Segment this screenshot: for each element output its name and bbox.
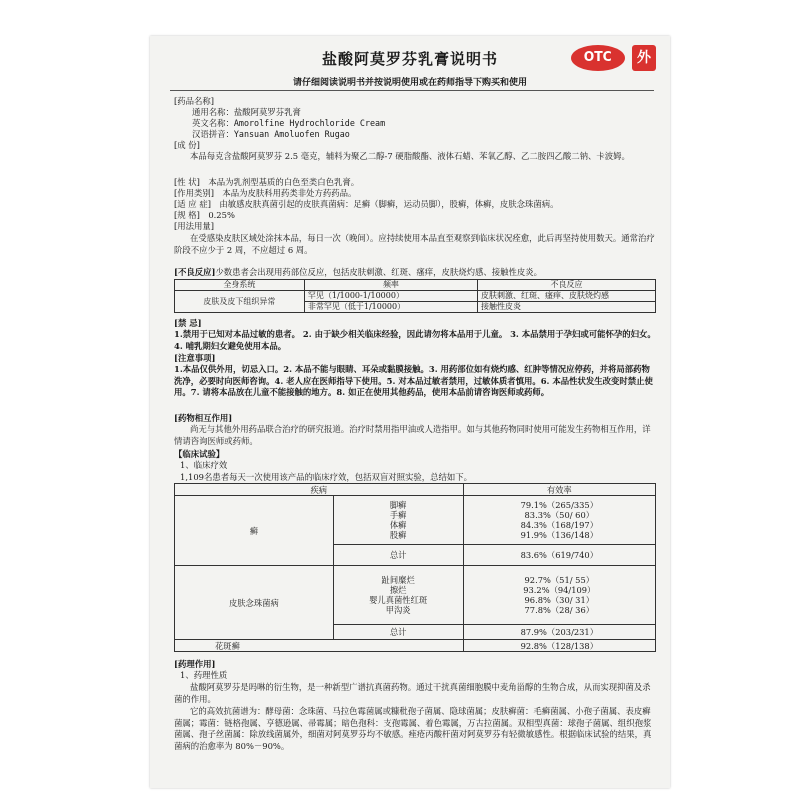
otc-label: OTC xyxy=(584,50,612,65)
disease-item: 婴儿真菌性红斑 xyxy=(369,595,428,605)
indication-line: [适 应 症] 由敏感皮肤真菌引起的皮肤真菌病：足癣（脚癣，运动员脚），股癣，体癣，皮肤念珠菌病。 xyxy=(174,199,559,209)
spec-line: [规 格] 0.25% xyxy=(174,210,235,220)
taboo-heading: [禁 忌] xyxy=(174,318,202,328)
name-heading: [药品名称] xyxy=(174,96,215,106)
clinical-table xyxy=(174,483,656,652)
table-row xyxy=(175,496,656,545)
clinical-sub: 1、临床疗效 xyxy=(180,460,228,470)
pharmacology-heading: [药理作用] xyxy=(174,659,216,669)
disease-group: 癣 xyxy=(175,496,334,566)
generic-name: 通用名称：盐酸阿莫罗芬乳膏 xyxy=(192,107,301,117)
rate-value: 92.7%（51/ 55） xyxy=(524,575,595,585)
composition-heading: [成 份] xyxy=(174,140,200,150)
rate-items xyxy=(463,566,655,625)
rate-value: 91.9%（136/148） xyxy=(520,530,598,540)
taboo-text: 1.禁用于已知对本品过敏的患者。 2. 由于缺少相关临床经验，因此请勿将本品用于儿童。 3. 本品禁用于孕妇或可能怀孕的妇女。4. 哺乳期妇女避免使用本品。 xyxy=(174,329,656,351)
adverse-heading: [不良反应] xyxy=(174,267,216,277)
table-row xyxy=(175,566,656,625)
adverse-intro: 少数患者会出现用药部位反应，包括皮肤刺激、红斑、瘙痒，皮肤烧灼感、接触性皮炎。 xyxy=(215,267,543,277)
adverse-header-frequency: 频率 xyxy=(304,280,477,291)
adverse-frequency: 罕见（1/1000-1/10000） xyxy=(304,291,477,302)
usage-heading: [用法用量] xyxy=(174,221,215,231)
precautions-heading: [注意事项] xyxy=(174,353,216,363)
category-line: [作用类别] 本品为皮肤科用药类非处方药药品。 xyxy=(174,188,357,198)
disease-items xyxy=(333,566,463,625)
clinical-header-rate: 有效率 xyxy=(463,484,655,496)
adverse-header-system: 全身系统 xyxy=(175,280,305,291)
disease-item: 甲沟炎 xyxy=(385,605,411,615)
disease-item: 脚癣 xyxy=(389,500,407,510)
clinical-header-disease: 疾病 xyxy=(175,484,464,496)
rate-value: 96.8%（30/ 31） xyxy=(524,595,595,605)
table-row xyxy=(175,640,656,652)
adverse-line xyxy=(174,267,542,278)
usage-text: 在受感染皮肤区域处涂抹本品，每日一次（晚间）。应持续使用本品直至观察到临床状况痊愈，此后再坚持使用数天。通常治疗阶段不应少于 2 周，不应超过 6 周。 xyxy=(174,233,655,255)
pharmacology-sub: 1、药理性质 xyxy=(180,670,228,680)
total-label: 总计 xyxy=(333,545,463,566)
rate-value: 84.3%（168/197） xyxy=(520,520,598,530)
interactions-text: 尚无与其他外用药品联合治疗的研究报道。治疗时禁用指甲油或人造指甲。如与其他药物同时使用可能发生药物相互作用，详情请咨询医师或药师。 xyxy=(174,424,651,446)
pinyin-name: 汉语拼音：Yansuan Amoluofen Rugao xyxy=(192,129,350,139)
adverse-system: 皮肤及皮下组织异常 xyxy=(175,291,305,313)
total-rate: 87.9%（203/231） xyxy=(463,625,655,640)
rate-value: 77.8%（28/ 36） xyxy=(524,605,595,615)
total-rate: 83.6%（619/740） xyxy=(463,545,655,566)
english-name: 英文名称：Amorolfine Hydrochloride Cream xyxy=(192,118,386,128)
page-title: 盐酸阿莫罗芬乳膏说明书 xyxy=(321,50,498,68)
pharmacology-text-2: 它的高效抗菌谱为：酵母菌：念珠菌、马拉色霉菌属或糠秕孢子菌属、隐球菌属；皮肤癣菌：毛癣菌属、小孢子菌属、表皮癣菌属；霉菌：链格孢属、亨德逊属、帚霉属；暗色孢科：支孢霉属、着色霉属，万古拉菌属。双相型真菌：球孢子菌属、组织孢浆菌属、孢子丝菌属：除放线菌属外，细菌对阿莫罗芬均不敏感。痤疮丙酸杆菌对阿莫罗芬有轻微敏感性。根据临床试验的结果，真菌病的治愈率为 80%－90%。 xyxy=(174,706,652,751)
nature-line: [性 状] 本品为乳剂型基质的白色至类白色乳膏。 xyxy=(174,177,360,187)
page-subtitle: 请仔细阅读说明书并按说明使用或在药师指导下购买和使用 xyxy=(292,78,527,88)
adverse-table xyxy=(174,279,656,313)
disease-item: 擦烂 xyxy=(389,585,407,595)
last-rate: 92.8%（128/138） xyxy=(463,640,655,652)
last-disease: 花斑癣 xyxy=(175,640,464,652)
composition-text: 本品每克含盐酸阿莫罗芬 2.5 毫克，辅料为聚乙二醇-7 硬脂酸酯、液体石蜡、苯氧乙醇、乙二胺四乙酸二钠、卡波姆。 xyxy=(190,151,630,161)
adverse-reaction: 皮肤刺激、红斑、瘙痒、皮肤烧灼感 xyxy=(478,291,656,302)
clinical-heading: 【临床试验】 xyxy=(174,449,225,459)
disease-items xyxy=(333,496,463,545)
disease-item: 股癣 xyxy=(389,530,407,540)
total-label: 总计 xyxy=(333,625,463,640)
external-use-badge: 外 xyxy=(632,45,656,71)
otc-badge xyxy=(571,45,625,71)
disease-item: 手癣 xyxy=(389,510,407,520)
leaflet-sheet xyxy=(150,36,670,788)
table-row xyxy=(175,291,656,302)
rate-value: 93.2%（94/109） xyxy=(523,585,596,595)
adverse-reaction: 接触性皮炎 xyxy=(478,302,656,313)
adverse-header-reaction: 不良反应 xyxy=(478,280,656,291)
adverse-frequency: 非常罕见（低于1/10000） xyxy=(304,302,477,313)
rate-value: 83.3%（50/ 60） xyxy=(524,510,595,520)
clinical-intro: 1,109名患者每天一次使用该产品的临床疗效，包括双盲对照实验，总结如下。 xyxy=(180,472,472,482)
disease-item: 体癣 xyxy=(389,520,407,530)
pharmacology-text: 盐酸阿莫罗芬是吗啉的衍生物，是一种新型广谱抗真菌药物。通过干扰真菌细胞膜中麦角甾醇的生物合成，从而实现抑菌及杀菌的作用。 xyxy=(174,682,651,704)
disease-group: 皮肤念珠菌病 xyxy=(175,566,334,640)
disease-item: 趾间糜烂 xyxy=(381,575,415,585)
divider xyxy=(170,90,654,91)
interactions-heading: [药物相互作用] xyxy=(174,413,233,423)
rate-items xyxy=(463,496,655,545)
precautions-text: 1.本品仅供外用，切忌入口。2. 本品不能与眼睛、耳朵或黏膜接触。3. 用药部位如有烧灼感、红肿等情况应停药，并将局部药物洗净，必要时向医师咨询。4. 老人应在医师指导下使用。5. 对本品过敏者禁用，过敏体质者慎用。6. 本品性状发生改变时禁止使用。7. 请将本品放在儿童不能接触的地方。8. 如正在使用其他药品，使用本品前请咨询医师或药师。 xyxy=(174,364,653,397)
rate-value: 79.1%（265/335） xyxy=(520,500,598,510)
